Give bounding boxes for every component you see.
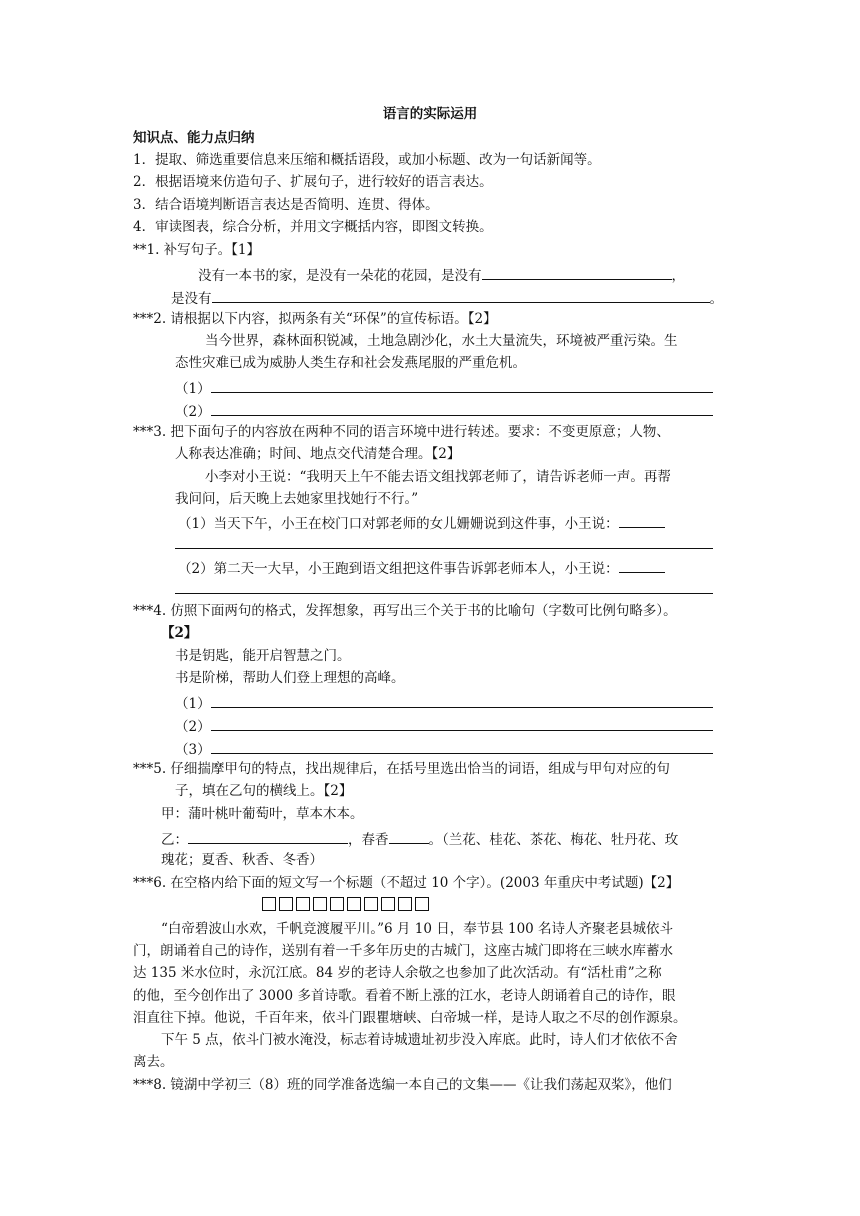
answer-blank[interactable] bbox=[482, 264, 672, 280]
title-input-boxes[interactable] bbox=[262, 896, 432, 916]
answer-blank[interactable] bbox=[211, 715, 713, 731]
answer-blank[interactable] bbox=[389, 828, 429, 844]
answer-blank[interactable] bbox=[188, 828, 348, 844]
question-5-heading-2: 子，填在乙句的横线上。【2】 bbox=[175, 783, 353, 799]
question-4-option-1: （1） bbox=[175, 692, 713, 712]
question-3-sub-1: （1）当天下午，小王在校门口对郭老师的女儿姗姗说到这件事，小王说： bbox=[178, 512, 665, 532]
question-3-heading-2: 人称表达准确；时间、地点交代清楚合理。【2】 bbox=[175, 446, 461, 462]
title-box[interactable] bbox=[415, 897, 429, 911]
question-2-option-1: （1） bbox=[175, 377, 713, 397]
question-2-para-1: 当今世界，森林面积锐减，土地急剧沙化，水土大量流失，环境被严重污染。生 bbox=[205, 333, 678, 349]
question-5-heading-1: ***5. 仔细揣摩甲句的特点，找出规律后，在括号里选出恰当的词语，组成与甲句对应的句 bbox=[133, 761, 670, 777]
question-8-heading: ***8. 镜湖中学初三（8）班的同学准备选编一本自己的文集——《让我们荡起双桨》，他们 bbox=[133, 1077, 672, 1093]
question-2-para-2: 态性灾难已成为威胁人类生存和社会发燕尾服的严重危机。 bbox=[175, 355, 526, 371]
passage-line-5: 泪直往下掉。他说，千百年来，依斗门跟瞿塘峡、白帝城一样，是诗人取之不尽的创作源泉。 bbox=[133, 1010, 687, 1026]
question-3-sub-2: （2）第二天一大早，小王跑到语文组把这件事告诉郭老师本人，小王说： bbox=[178, 557, 665, 577]
answer-line[interactable] bbox=[175, 593, 713, 594]
question-2-heading: ***2. 请根据以下内容，拟两条有关“环保”的宣传标语。【2】 bbox=[133, 311, 497, 327]
question-2-option-2: （2） bbox=[175, 400, 713, 420]
point-1: 1．提取、筛选重要信息来压缩和概括语段，或加小标题、改为一句话新闻等。 bbox=[133, 152, 601, 168]
title-box[interactable] bbox=[262, 897, 276, 911]
page-title: 语言的实际运用 bbox=[382, 106, 478, 122]
question-3-quote-2: 我问问，后天晚上去她家里找她行不行。” bbox=[175, 491, 419, 507]
title-box[interactable] bbox=[279, 897, 293, 911]
title-box[interactable] bbox=[296, 897, 310, 911]
question-5-yi-line-2: 瑰花；夏香、秋香、冬香） bbox=[161, 852, 323, 868]
title-box[interactable] bbox=[347, 897, 361, 911]
question-6-heading: ***6. 在空格内给下面的短文写一个标题（不超过 10 个字）。(2003 年重庆中考试题)【2】 bbox=[133, 875, 680, 891]
answer-blank[interactable] bbox=[619, 512, 665, 528]
title-box[interactable] bbox=[364, 897, 378, 911]
passage-line-1: “白帝碧波山水欢，千帆竞渡履平川。”6 月 10 日，奉节县 100 名诗人齐聚老县城依斗 bbox=[161, 921, 674, 937]
title-box[interactable] bbox=[330, 897, 344, 911]
passage-line-2: 门，朗诵着自己的诗作，送别有着一千多年历史的古城门，这座古城门即将在三峡水库蓄水 bbox=[133, 943, 673, 959]
answer-blank[interactable] bbox=[619, 557, 665, 573]
answer-blank[interactable] bbox=[212, 287, 710, 303]
question-4-example-1: 书是钥匙，能开启智慧之门。 bbox=[175, 648, 351, 664]
title-box[interactable] bbox=[313, 897, 327, 911]
passage-line-7: 离去。 bbox=[133, 1054, 174, 1070]
question-5-jia: 甲：蒲叶桃叶葡萄叶，草本木本。 bbox=[161, 806, 364, 822]
point-4: 4．审读图表，综合分析，并用文字概括内容，即图文转换。 bbox=[133, 219, 493, 235]
point-3: 3．结合语境判断语言表达是否简明、连贯、得体。 bbox=[133, 197, 439, 213]
answer-blank[interactable] bbox=[211, 377, 713, 393]
passage-line-3: 达 135 米水位时，永沉江底。84 岁的老诗人余敬之也参加了此次活动。有“活杜甫”之称 bbox=[133, 965, 662, 981]
question-1-line-1: 没有一本书的家，是没有一朵花的花园，是没有 ， bbox=[198, 264, 685, 284]
question-1-line-2: 是没有 。 bbox=[171, 287, 723, 307]
section-heading: 知识点、能力点归纳 bbox=[133, 130, 255, 146]
answer-line[interactable] bbox=[175, 548, 713, 549]
question-4-option-3: （3） bbox=[175, 738, 713, 758]
question-4-heading-1: ***4. 仿照下面两句的格式，发挥想象，再写出三个关于书的比喻句（字数可比例句略多）。 bbox=[133, 603, 677, 619]
question-3-heading-1: ***3. 把下面句子的内容放在两种不同的语言环境中进行转述。要求：不变更原意；人物、 bbox=[133, 424, 670, 440]
question-4-example-2: 书是阶梯，帮助人们登上理想的高峰。 bbox=[175, 670, 405, 686]
answer-blank[interactable] bbox=[211, 692, 713, 708]
point-2: 2．根据语境来仿造句子、扩展句子，进行较好的语言表达。 bbox=[133, 174, 493, 190]
question-4-heading-2: 【2】 bbox=[161, 625, 198, 641]
passage-line-4: 的他，至今创作出了 3000 多首诗歌。看着不断上涨的江水，老诗人朗诵着自己的诗作，眼 bbox=[133, 988, 676, 1004]
question-1-heading: **1. 补写句子。【1】 bbox=[133, 242, 261, 258]
answer-blank[interactable] bbox=[211, 738, 713, 754]
title-box[interactable] bbox=[398, 897, 412, 911]
question-4-option-2: （2） bbox=[175, 715, 713, 735]
question-5-yi: 乙： ，春香 。（兰花、桂花、茶花、梅花、牡丹花、玫 bbox=[161, 828, 678, 848]
title-box[interactable] bbox=[381, 897, 395, 911]
question-3-quote-1: 小李对小王说：“我明天上午不能去语文组找郭老师了，请告诉老师一声。再帮 bbox=[205, 469, 671, 485]
answer-blank[interactable] bbox=[211, 400, 713, 416]
passage-line-6: 下午 5 点，依斗门被水淹没，标志着诗城遗址初步没入库底。此时，诗人们才依依不舍 bbox=[161, 1032, 678, 1048]
